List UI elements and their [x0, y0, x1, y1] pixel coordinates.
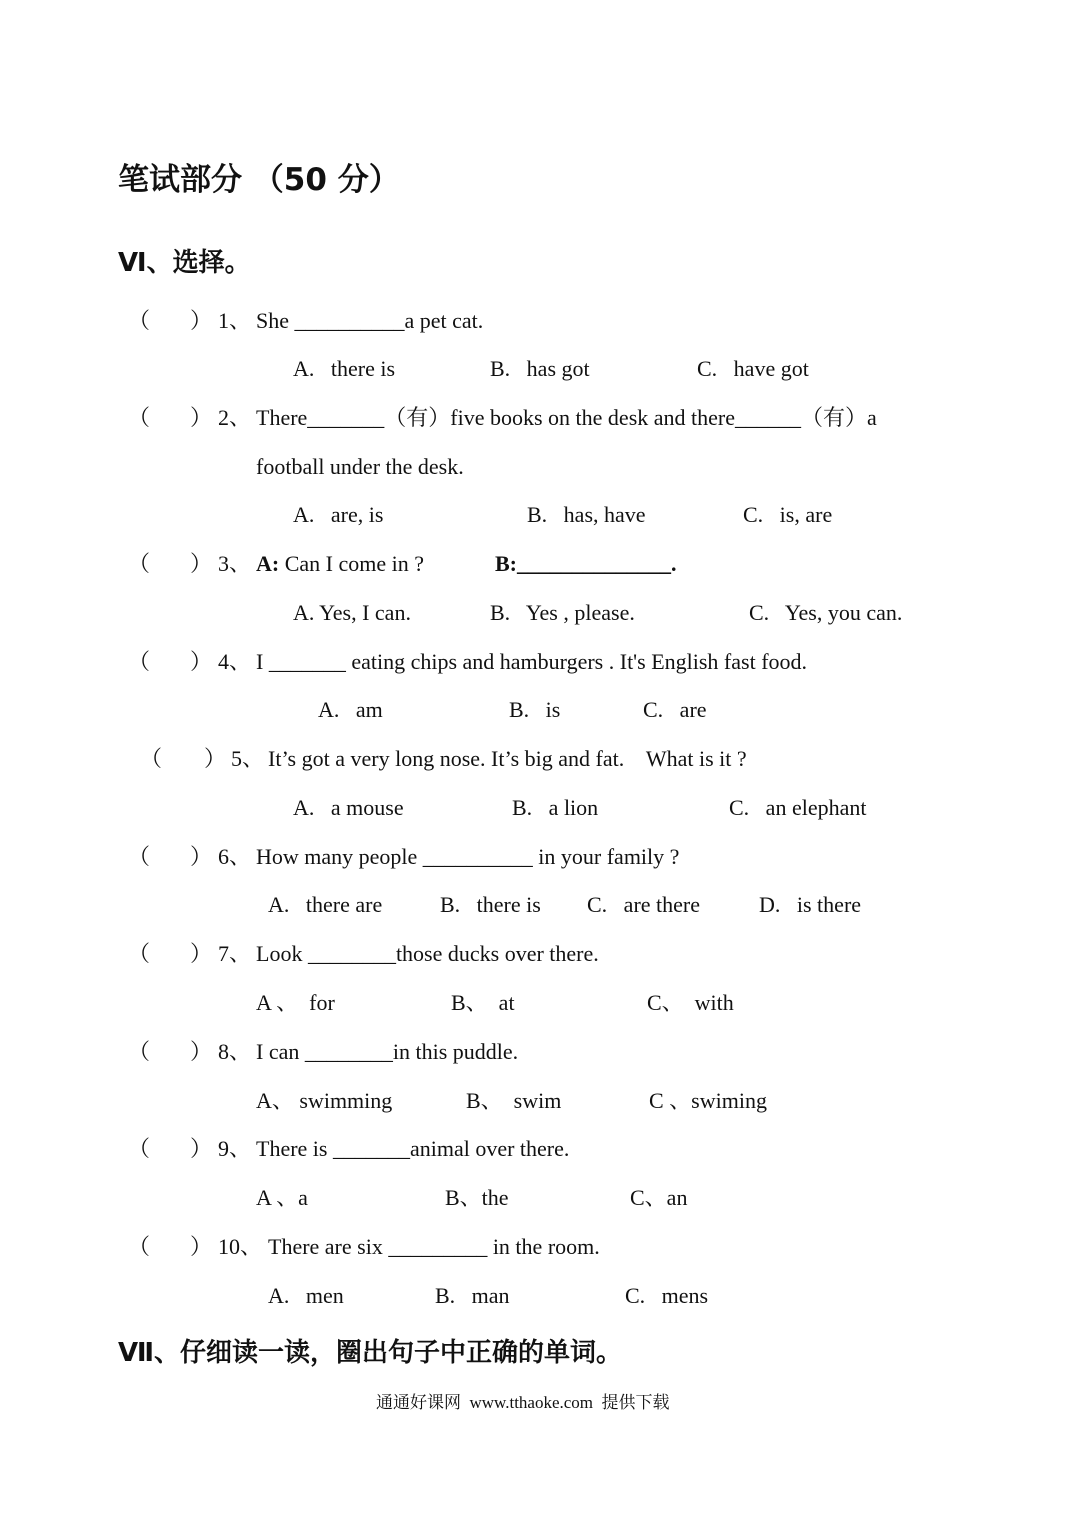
question-number: 10、	[218, 1234, 263, 1259]
option-c: C. are there	[587, 892, 700, 917]
answer-paren-open: （	[128, 1039, 151, 1064]
question-number: 5、	[231, 746, 265, 771]
question-stem: She __________a pet cat.	[256, 308, 484, 333]
question-stem: There_______（有）five books on the desk and there______（有）a	[256, 405, 877, 430]
question-number: 4、	[218, 649, 252, 674]
option-d: D. is there	[759, 892, 862, 917]
option-b: B. has, have	[527, 502, 646, 527]
question-number: 3、	[218, 551, 252, 576]
speaker-b-blank: ______________.	[517, 551, 677, 576]
option-b: B、 swim	[466, 1088, 562, 1113]
answer-paren-open: （	[128, 844, 151, 869]
question-stem-a	[256, 551, 424, 577]
question-stem: There are six _________ in the room.	[268, 1234, 600, 1259]
answer-paren-close: ）	[190, 551, 213, 576]
option-a: A. are, is	[293, 502, 384, 527]
question-stem: It’s got a very long nose. It’s big and fat. What is it ?	[268, 746, 747, 771]
option-a: A. a mouse	[293, 795, 404, 820]
option-c: C. have got	[697, 356, 809, 381]
option-a: A. men	[268, 1283, 344, 1308]
answer-paren-close: ）	[190, 1234, 213, 1259]
answer-paren-open: （	[140, 746, 163, 771]
option-b: B. a lion	[512, 795, 599, 820]
section-6-heading: Ⅵ、选择。	[118, 248, 251, 278]
option-c: C. an elephant	[729, 795, 867, 820]
question-number: 9、	[218, 1136, 252, 1161]
speaker-a-label: A:	[256, 551, 280, 576]
question-stem-b	[495, 551, 677, 577]
option-a: A 、a	[256, 1185, 308, 1210]
question-stem-continued: football under the desk.	[256, 454, 464, 479]
option-b: B. there is	[440, 892, 541, 917]
question-stem: I can ________in this puddle.	[256, 1039, 519, 1064]
question-stem: I _______ eating chips and hamburgers . It's English fast food.	[256, 649, 808, 674]
answer-paren-close: ）	[190, 1039, 213, 1064]
option-a: A. there is	[293, 356, 396, 381]
option-c: C、an	[630, 1185, 688, 1210]
option-a: A. there are	[268, 892, 383, 917]
option-c: C. is, are	[743, 502, 833, 527]
answer-paren-open: （	[128, 551, 151, 576]
answer-paren-close: ）	[190, 405, 213, 430]
answer-paren-open: （	[128, 941, 151, 966]
option-b: B. Yes , please.	[490, 600, 635, 625]
section-7-heading: Ⅶ、仔细读一读，圈出句子中正确的单词。	[118, 1338, 623, 1368]
option-b: B. man	[435, 1283, 510, 1308]
question-number: 8、	[218, 1039, 252, 1064]
speaker-b-label: B:	[495, 551, 517, 576]
answer-paren-open: （	[128, 649, 151, 674]
option-b: B、the	[445, 1185, 509, 1210]
answer-paren-open: （	[128, 405, 151, 430]
answer-paren-close: ）	[190, 1136, 213, 1161]
option-a: A. Yes, I can.	[293, 600, 411, 625]
speaker-a-text: Can I come in ?	[279, 551, 425, 576]
answer-paren-close: ）	[190, 941, 213, 966]
answer-paren-open: （	[128, 308, 151, 333]
answer-paren-open: （	[128, 1136, 151, 1161]
option-c: C、 with	[647, 990, 734, 1015]
option-a: A、 swimming	[256, 1088, 393, 1113]
answer-paren-close: ）	[190, 308, 213, 333]
question-stem: How many people __________ in your family ?	[256, 844, 680, 869]
answer-paren-close: ）	[190, 844, 213, 869]
answer-paren-close: ）	[204, 746, 227, 771]
question-stem: Look ________those ducks over there.	[256, 941, 599, 966]
option-a: A 、 for	[256, 990, 335, 1015]
option-b: B. has got	[490, 356, 590, 381]
option-b: B、 at	[451, 990, 515, 1015]
answer-paren-close: ）	[190, 649, 213, 674]
question-stem: There is _______animal over there.	[256, 1136, 570, 1161]
option-c: C 、swiming	[649, 1088, 767, 1113]
answer-paren-open: （	[128, 1234, 151, 1259]
page-footer: 通通好课网 www.tthaoke.com 提供下载	[376, 1393, 670, 1412]
question-number: 1、	[218, 308, 252, 333]
option-b: B. is	[509, 697, 561, 722]
option-c: C. mens	[625, 1283, 709, 1308]
page-title: 笔试部分 （50 分）	[118, 162, 400, 198]
option-c: C. are	[643, 697, 707, 722]
option-c: C. Yes, you can.	[749, 600, 903, 625]
question-number: 2、	[218, 405, 252, 430]
option-a: A. am	[318, 697, 383, 722]
question-number: 7、	[218, 941, 252, 966]
question-number: 6、	[218, 844, 252, 869]
